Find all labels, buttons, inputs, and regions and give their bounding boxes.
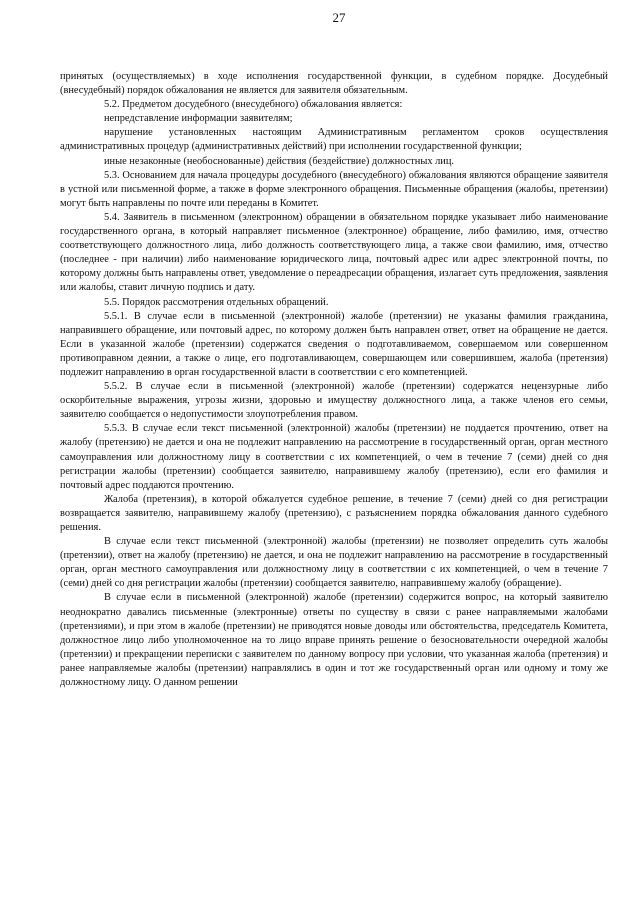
paragraph: Жалоба (претензия), в которой обжалуется судебное решение, в течение 7 (семи) дней со дня регистрации возвращается заявителю, направившему жалобу (претензию), с разъяснением порядка обжалования данного судебного решения. <box>60 493 608 533</box>
paragraph: нарушение установленных настоящим Административным регламентом сроков осуществления административных процедур (административных действий) при исполнении государственной функции; <box>60 127 608 153</box>
paragraph: 5.5. Порядок рассмотрения отдельных обращений. <box>104 296 329 308</box>
page-number: 27 <box>332 10 346 25</box>
paragraph: 5.3. Основанием для начала процедуры досудебного (внесудебного) обжалования являются обращение заявителя в устной или письменной форме, а также в форме электронного обращения. Письменные обращения (жалобы, претензии) могут быть направлены по почте или переданы в Комитет. <box>60 169 608 209</box>
paragraph: 5.2. Предметом досудебного (внесудебного) обжалования является: <box>104 99 403 111</box>
document-body <box>60 70 608 690</box>
paragraph: иные незаконные (необоснованные) действия (бездействие) должностных лиц. <box>104 155 455 167</box>
paragraph: 5.5.3. В случае если текст письменной (электронной) жалобы (претензии) не поддается прочтению, ответ на жалобу (претензию) не дается и она не подлежит направлению на рассмотрение в государственный орган, орган местного самоуправления или должностному лицу в соответствии с их компетенцией, о чем в течение 7 (семи) дней со дня регистрации жалобы (претензии) сообщается заявителю, направившему жалобу (претензию), если его фамилия и почтовый адрес поддаются прочтению. <box>60 423 608 491</box>
paragraph: 5.5.1. В случае если в письменной (электронной) жалобе (претензии) не указаны фамилия гражданина, направившего обращение, или почтовый адрес, по которому должен быть направлен ответ, ответ на обращение не дается. Если в указанной жалобе (претензии) содержатся сведения о подготавливаемом, совершаемом или совершенном противоправном деянии, а также о лице, его подготавливающем, совершающем или совершившем, жалоба (претензия) подлежит направлению в орган государственной власти в соответствии с его компетенцией. <box>60 310 608 378</box>
paragraph: 5.5.2. В случае если в письменной (электронной) жалобе (претензии) содержатся нецензурные либо оскорбительные выражения, угрозы жизни, здоровью и имуществу должностного лица, а также членов его семьи, заявителю сообщается о недопустимости злоупотребления правом. <box>60 381 608 421</box>
paragraph: 5.4. Заявитель в письменном (электронном) обращении в обязательном порядке указывает либо наименование государственного органа, в который направляет письменное (электронное) обращение, либо фамилию, имя, отчество соответствующего должностного лица, либо должность соответствующего лица, а также свои фамилию, имя, отчество (последнее - при наличии) либо наименование юридического лица, почтовый адрес или адрес электронной почты, по которому должны быть направлены ответ, уведомление о переадресации обращения, излагает суть предложения, заявления или жалобы, ставит личную подпись и дату. <box>60 211 608 294</box>
paragraph: непредставление информации заявителям; <box>104 113 293 125</box>
paragraph: В случае если в письменной (электронной) жалобе (претензии) содержится вопрос, на который заявителю неоднократно давались письменные (электронные) ответы по существу в связи с ранее направляемыми жалобами (претензиями), и при этом в жалобе (претензии) не приводятся новые доводы или обстоятельства, председатель Комитета, должностное лицо либо уполномоченное на то лицо вправе принять решение о безосновательности очередной жалобы (претензии) и прекращении переписки с заявителем по данному вопросу при условии, что указанная жалоба (претензия) и ранее направляемые жалобы (претензии) направлялись в один и тот же государственный орган или одному и тому же должностному лицу. О данном решении <box>60 592 608 689</box>
paragraph: В случае если текст письменной (электронной) жалобы (претензии) не позволяет определить суть жалобы (претензии), ответ на жалобу (претензию) не дается, и она не подлежит направлению на рассмотрение в государственный орган, орган местного самоуправления или должностному лицу в соответствии с их компетенцией, о чем в течение 7 (семи) дней со дня регистрации жалобы (претензии) сообщается заявителю, направившему жалобу (обращение). <box>60 536 608 590</box>
paragraph: принятых (осуществляемых) в ходе исполнения государственной функции, в судебном порядке. Досудебный (внесудебный) порядок обжалования не является для заявителя обязательным. <box>60 71 608 97</box>
